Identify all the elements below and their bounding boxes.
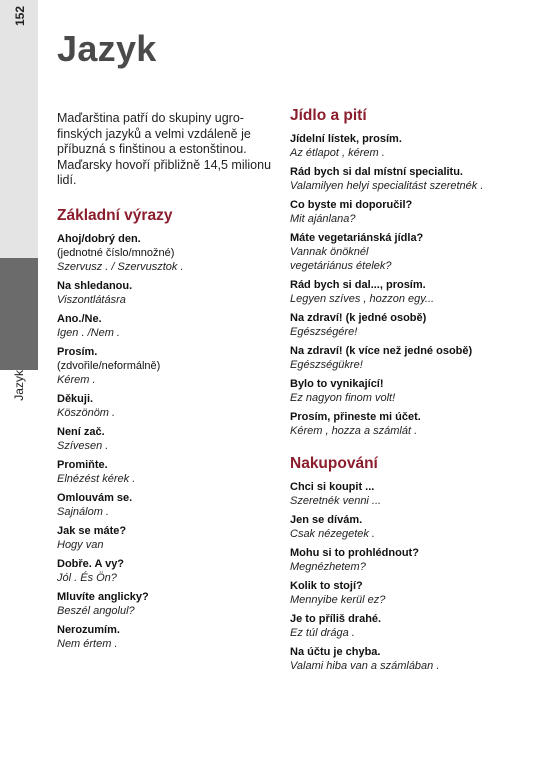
czech-phrase: Ahoj/dobrý den. (57, 233, 141, 245)
czech-phrase: Jak se máte? (57, 525, 127, 537)
hungarian-translation: Elnézést kérek . (57, 473, 136, 485)
phrase-entry (57, 590, 277, 618)
czech-phrase: Chci si koupit ... (290, 481, 375, 493)
hungarian-translation: Szeretnék venni ... (290, 495, 382, 507)
czech-phrase: Mohu si to prohlédnout? (290, 547, 419, 559)
hungarian-translation: Köszönöm . (57, 407, 116, 419)
hungarian-translation: Beszél angolul? (57, 605, 135, 617)
czech-phrase: Prosím. (57, 346, 98, 358)
hungarian-translation: Valami hiba van a számlában . (290, 660, 440, 672)
hungarian-translation: Mit ajánlana? (290, 213, 356, 225)
hungarian-translation: Megnézhetem? (290, 561, 366, 573)
page-number: 152 (13, 6, 27, 27)
czech-phrase: Děkuji. (57, 393, 94, 405)
czech-phrase: Máte vegetariánská jídla? (290, 232, 424, 244)
czech-phrase: Na účtu je chyba. (290, 646, 381, 658)
phrase-entry (290, 377, 540, 405)
czech-phrase: Co byste mi doporučil? (290, 199, 413, 211)
hungarian-translation-continued: vegetáriánus ételek? (290, 260, 392, 272)
side-tab-light (0, 0, 38, 258)
left-column (57, 206, 277, 656)
hungarian-translation: Nem értem . (57, 638, 118, 650)
hungarian-translation: Ez nagyon finom volt! (290, 392, 396, 404)
czech-phrase: Na zdraví! (k jedné osobě) (290, 312, 427, 324)
phrase-entry (290, 612, 540, 640)
hungarian-translation: Egészségükre! (290, 359, 363, 371)
side-section-label: Jazyk (12, 370, 26, 401)
hungarian-translation: Ez túl drága . (290, 627, 355, 639)
czech-phrase: Prosím, přineste mi účet. (290, 411, 421, 423)
czech-phrase: Jen se dívám. (290, 514, 363, 526)
hungarian-translation: Sajnálom . (57, 506, 109, 518)
hungarian-translation: Viszontlátásra (57, 294, 126, 306)
hungarian-translation: Vannak önöknél (290, 246, 369, 258)
hungarian-translation: Igen . /Nem . (57, 327, 120, 339)
czech-phrase: Není zač. (57, 426, 105, 438)
hungarian-translation: Mennyibe kerül ez? (290, 594, 386, 606)
phrase-entry (290, 278, 540, 306)
czech-phrase: Nerozumím. (57, 624, 120, 636)
phrase-entry (57, 345, 277, 387)
czech-phrase: Jídelní lístek, prosím. (290, 133, 402, 145)
czech-phrase: Rád bych si dal..., prosím. (290, 279, 426, 291)
phrase-entry (290, 513, 540, 541)
phrase-entry (57, 312, 277, 340)
hungarian-translation: Legyen szíves , hozzon egy... (290, 293, 435, 305)
czech-phrase: Bylo to vynikající! (290, 378, 384, 390)
phrase-entry (290, 480, 540, 508)
phrase-entry (290, 311, 540, 339)
czech-phrase: Promiňte. (57, 459, 108, 471)
czech-phrase: Mluvíte anglicky? (57, 591, 149, 603)
phrase-entry (57, 425, 277, 453)
phrase-entry (290, 198, 540, 226)
phrase-entry (57, 279, 277, 307)
hungarian-translation: Jól . És Ön? (57, 572, 117, 584)
czech-phrase: Ano./Ne. (57, 313, 102, 325)
phrase-entry (57, 458, 277, 486)
hungarian-translation: Az étlapot , kérem . (290, 147, 385, 159)
page-title: Jazyk (57, 28, 157, 69)
phrase-entry (290, 231, 540, 273)
phrase-note: (zdvořile/neformálně) (57, 360, 161, 372)
hungarian-translation: Kérem . (57, 374, 96, 386)
phrase-entry (57, 232, 277, 274)
czech-phrase: Je to příliš drahé. (290, 613, 382, 625)
section-heading-food: Jídlo a pití (290, 107, 367, 124)
phrase-entry (57, 557, 277, 585)
hungarian-translation: Csak nézegetek . (290, 528, 375, 540)
side-tab-dark (0, 258, 38, 370)
hungarian-translation: Szívesen . (57, 440, 109, 452)
phrase-entry (57, 623, 277, 651)
right-column (290, 106, 540, 678)
czech-phrase: Na zdraví! (k více než jedné osobě) (290, 345, 473, 357)
czech-phrase: Dobře. A vy? (57, 558, 125, 570)
czech-phrase: Kolik to stojí? (290, 580, 363, 592)
section-heading-shopping: Nakupování (290, 455, 378, 472)
phrase-entry (290, 165, 540, 193)
hungarian-translation: Hogy van (57, 539, 104, 551)
hungarian-translation: Szervusz . / Szervusztok . (57, 261, 184, 273)
czech-phrase: Omlouvám se. (57, 492, 133, 504)
hungarian-translation: Kérem , hozza a számlát . (290, 425, 418, 437)
phrase-entry (57, 491, 277, 519)
phrase-entry (290, 410, 540, 438)
phrase-note: (jednotné číslo/množné) (57, 247, 175, 259)
phrase-entry (290, 132, 540, 160)
hungarian-translation: Egészségére! (290, 326, 358, 338)
phrase-entry (290, 344, 540, 372)
phrase-entry (290, 546, 540, 574)
phrase-entry (290, 579, 540, 607)
phrase-entry (290, 645, 540, 673)
czech-phrase: Rád bych si dal místní specialitu. (290, 166, 463, 178)
phrase-entry (57, 392, 277, 420)
czech-phrase: Na shledanou. (57, 280, 133, 292)
hungarian-translation: Valamilyen helyi specialitást szeretnék . (290, 180, 484, 192)
section-heading-basic: Základní výrazy (57, 207, 173, 224)
phrase-entry (57, 524, 277, 552)
intro-paragraph: Maďarština patří do skupiny ugro-finských jazyků a velmi vzdáleně je příbuzná s finštinou a estonštinou. Maďarsky hovoří přibližně 14,5 milionu lidí. (57, 111, 272, 187)
